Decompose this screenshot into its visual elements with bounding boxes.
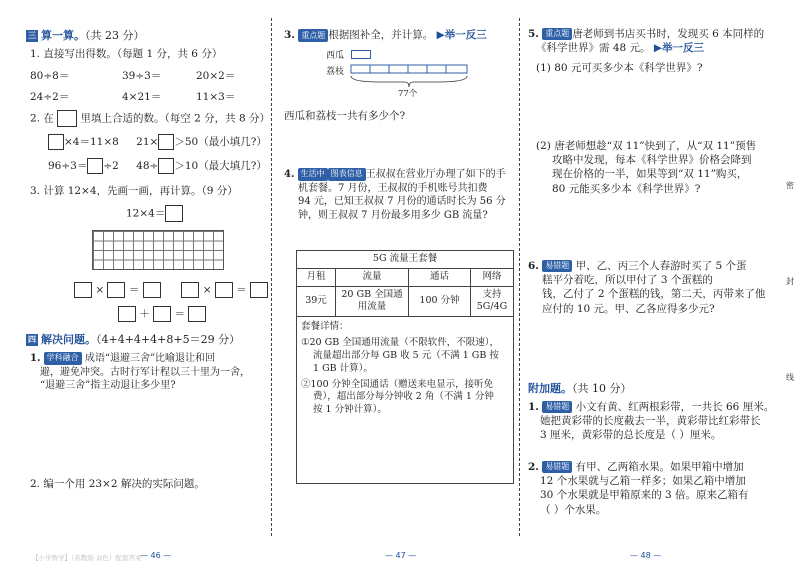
answer-box[interactable] xyxy=(118,306,136,322)
section-2-header xyxy=(26,331,240,347)
q2-r2c: 48÷ xyxy=(136,160,159,172)
section-score: （4+4+4+4+8+5＝29 分） xyxy=(96,333,241,346)
answer-box[interactable] xyxy=(57,110,77,127)
answer-box[interactable] xyxy=(215,282,233,298)
problem-line: 小文有黄、红两根彩带，一共长 66 厘米。 xyxy=(575,401,775,413)
subquestion-line: (2) 唐老师想趁“双 11”快到了，从“双 11”预售 xyxy=(536,140,757,152)
package-details xyxy=(297,317,513,417)
problem-number: 5. xyxy=(528,28,539,40)
q2-r1c: ＞50（最小填几?） xyxy=(174,136,267,148)
problem-line: 12 个水果就与乙箱一样多；如果乙箱中增加 xyxy=(540,475,746,488)
subquestion-line: 80 元能买多少本《科学世界》? xyxy=(552,182,701,195)
drawing-grid[interactable] xyxy=(92,230,224,270)
problem-3-head xyxy=(284,27,487,42)
table-header: 流量 xyxy=(336,268,409,286)
problem-3-question: 西瓜和荔枝一共有多少个? xyxy=(284,110,406,122)
q2-r1b: 21× xyxy=(136,136,159,148)
problem-line: 应付的 10 元。甲、乙各应得多少元? xyxy=(542,302,715,315)
section-1-header xyxy=(26,27,145,43)
problem-line: 30 个水果就是甲箱原来的 3 倍。原来乙箱有 xyxy=(540,489,749,502)
q2-r2d: ＞10（最大填几?） xyxy=(174,160,267,172)
problem-number: 4. xyxy=(284,169,295,180)
problem-line: 机套餐。7 月份，王叔叔的手机账号共扣费 xyxy=(298,182,488,194)
column-divider-left xyxy=(271,18,272,536)
error-prone-tag: 易错题 xyxy=(542,260,572,273)
problem-4 xyxy=(284,168,506,222)
practice-link[interactable]: ▶举一反三 xyxy=(653,42,704,55)
detail-line: ①20 GB 全国通用流量（不限软件，不限速）， xyxy=(301,337,499,349)
package-card xyxy=(296,250,514,484)
details-heading: 套餐详情： xyxy=(301,321,349,333)
answer-box[interactable] xyxy=(250,282,268,298)
practice-link[interactable]: ▶举一反三 xyxy=(436,29,487,41)
problem-line: 甲、乙、丙三个人春游时买了 5 个蛋 xyxy=(575,260,747,272)
key-tag: 重点题 xyxy=(542,28,572,41)
label-lychee: 荔枝 xyxy=(326,67,345,77)
page-number: — 46 — xyxy=(140,551,172,560)
q2-r2a: 96÷3＝ xyxy=(48,160,88,172)
q3-boxes-row-1: × ＝ × ＝ xyxy=(74,282,268,298)
answer-box[interactable] xyxy=(87,158,103,174)
q3-equation xyxy=(126,205,183,222)
problem-number: 3. xyxy=(284,29,295,41)
problem-number: 2. xyxy=(528,461,539,473)
page-number: — 47 — xyxy=(385,551,417,560)
table-cell: 39元 xyxy=(297,286,336,317)
problem-line: 避，避免冲突。古时行军计程以三十里为一舍， xyxy=(40,366,250,378)
problem-6 xyxy=(528,259,765,316)
answer-box[interactable] xyxy=(158,158,174,174)
table-cell: 支持 5G/4G xyxy=(471,286,514,317)
answer-box[interactable] xyxy=(107,282,125,298)
bonus-score: （共 10 分） xyxy=(572,382,632,395)
q1-prompt: 1. 直接写出得数。（每题 1 分，共 6 分） xyxy=(30,48,223,60)
page-number: — 48 — xyxy=(630,551,662,560)
bonus-1 xyxy=(528,400,774,443)
error-prone-tag: 易错题 xyxy=(542,401,572,414)
answer-box[interactable] xyxy=(158,134,174,150)
brace xyxy=(351,76,467,87)
answer-box[interactable] xyxy=(181,282,199,298)
problem-line: 《科学世界》需 48 元。 xyxy=(536,42,651,55)
q1-item: 24÷2＝ xyxy=(30,91,70,103)
q1-item: 80÷8＝ xyxy=(30,70,70,82)
q2-prompt xyxy=(30,110,270,127)
bar-lychee xyxy=(351,65,467,73)
problem-line: 王叔叔在营业厅办理了如下的手 xyxy=(365,169,506,180)
q1-item: 39÷3＝ xyxy=(122,70,162,82)
label-watermelon: 西瓜 xyxy=(326,51,345,61)
bonus-title: 附加题。 xyxy=(528,382,572,395)
footer-note: 【小学数学】（苏教版·双色）配套答案 xyxy=(32,554,142,562)
problem-1 xyxy=(30,352,250,393)
problem-line: 糕平分着吃，所以甲付了 3 个蛋糕的 xyxy=(542,274,713,287)
bonus-header xyxy=(528,380,632,396)
problem-line: （ ）个水果。 xyxy=(540,503,607,516)
q2-row-1 xyxy=(48,134,267,150)
section-score: （共 23 分） xyxy=(85,29,145,42)
q3-boxes-row-2: ＋ ＝ xyxy=(118,306,206,322)
subquestion-line: 现在价格的一半，如果等到“双 11”购买， xyxy=(552,168,748,181)
q3-prompt: 3. 计算 12×4，先画一画，再计算。（9 分） xyxy=(30,185,238,197)
q3-eq-text: 12×4＝ xyxy=(126,207,166,220)
section-title: 解决问题。 xyxy=(41,333,96,346)
q1-item: 20×2＝ xyxy=(196,70,236,82)
table-cell: 20 GB 全国通用流量 xyxy=(336,286,409,317)
problem-2: 2. 编一个用 23×2 解决的实际问题。 xyxy=(30,478,205,490)
total-label: 77个 xyxy=(398,89,418,99)
answer-box[interactable] xyxy=(153,306,171,322)
key-tag: 重点题 xyxy=(298,29,328,42)
problem-number: 1. xyxy=(528,401,539,413)
problem-text: 根据图补全，并计算。 xyxy=(328,29,434,41)
subquestion: (1) 80 元可买多少本《科学世界》? xyxy=(536,62,703,75)
life-tag: 生活中 xyxy=(298,168,328,181)
package-table xyxy=(297,251,513,317)
problem-line: 有甲、乙两箱水果。如果甲箱中增加 xyxy=(575,461,744,473)
q2-r1a: ×4＝11×8 xyxy=(64,136,119,148)
q2-row-2 xyxy=(48,158,267,174)
q2-prompt-head: 2. 在 xyxy=(30,112,54,125)
detail-line: 1 GB 计算）。 xyxy=(313,362,373,374)
problem-line: 她把黄彩带的长度截去一半，黄彩带比红彩带长 xyxy=(540,415,761,428)
q1-item: 4×21＝ xyxy=(122,91,162,103)
section-number-icon: 三 xyxy=(28,31,36,40)
section-title: 算一算。 xyxy=(41,29,85,42)
table-header: 通话 xyxy=(409,268,471,286)
problem-5 xyxy=(528,27,764,76)
problem-line: 钟，则王叔叔 7 月份最多用多少 GB 流量? xyxy=(298,209,488,221)
problem-line: 成语“退避三舍”比喻退让和回 xyxy=(84,353,216,364)
detail-line: 流量超出部分每 GB 收 5 元（不满 1 GB 按 xyxy=(313,349,499,361)
bonus-2 xyxy=(528,460,749,517)
table-cell: 100 分钟 xyxy=(409,286,471,317)
problem-number: 1. xyxy=(30,353,41,364)
column-divider-right xyxy=(519,18,520,536)
subquestion-line: 攻略中发现，每本《科学世界》价格会降到 xyxy=(552,154,752,167)
table-header: 网络 xyxy=(471,268,514,286)
problem-line: 94 元，已知王叔叔 7 月份的通话时长为 56 分 xyxy=(298,196,506,207)
answer-box[interactable] xyxy=(74,282,92,298)
detail-line: 费），超出部分每分钟收 2 角（不满 1 分钟 xyxy=(313,391,494,403)
detail-line: ②100 分钟全国通话（赠送来电显示，接听免 xyxy=(301,378,494,390)
q2-prompt-tail: 里填上合适的数。（每空 2 分，共 8 分） xyxy=(80,112,271,125)
section-number-icon: 四 xyxy=(28,335,36,344)
table-title: 5G 流量王套餐 xyxy=(297,251,513,268)
binding-mark: 线 xyxy=(786,373,794,382)
problem-line: 3 厘米，黄彩带的总长度是（ ）厘米。 xyxy=(540,429,722,442)
answer-box[interactable] xyxy=(48,134,64,150)
problem-number: 6. xyxy=(528,260,539,272)
q1-item: 11×3＝ xyxy=(196,91,236,103)
binding-mark: 封 xyxy=(786,277,794,286)
bar-watermelon xyxy=(351,50,371,59)
answer-box[interactable] xyxy=(188,306,206,322)
problem-line: 钱，乙付了 2 个蛋糕的钱，第二天，丙带来了他 xyxy=(542,288,766,301)
chart-tag: 图表信息 xyxy=(328,168,366,181)
problem-line: 唐老师到书店买书时，发现买 6 本同样的 xyxy=(572,28,765,40)
problem-5-part-2 xyxy=(536,139,756,196)
problem-line: “退避三舍”指主动退让多少里? xyxy=(40,380,176,391)
subject-tag: 学科融合 xyxy=(44,352,82,365)
answer-box[interactable] xyxy=(165,205,183,222)
detail-line: 按 1 分钟计算）。 xyxy=(313,404,387,416)
table-header: 月租 xyxy=(297,268,336,286)
answer-box[interactable] xyxy=(143,282,161,298)
q2-r2b: ÷2 xyxy=(103,160,119,172)
error-prone-tag: 易错题 xyxy=(542,461,572,474)
binding-mark: 密 xyxy=(786,181,794,190)
